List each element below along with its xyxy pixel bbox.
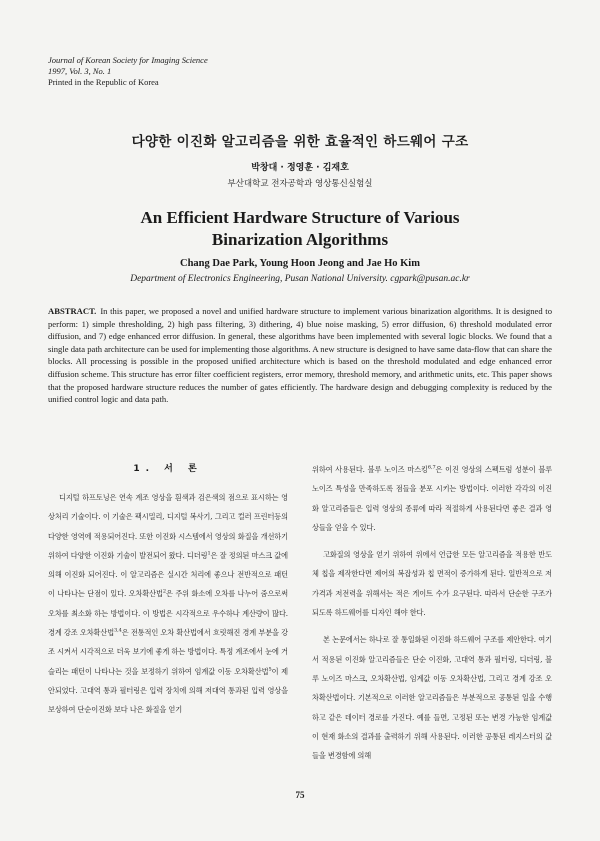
abstract xyxy=(48,305,552,406)
english-title-line-1: An Efficient Hardware Structure of Various xyxy=(140,208,460,227)
body-text: 위하여 사용된다. 블루 노이즈 마스킹 xyxy=(312,465,428,474)
journal-volume: 1997, Vol. 3, No. 1 xyxy=(48,66,112,76)
body-text: 이 제안되었다. 고대역 통과 필터링은 입력 장치에 의해 저대역 통과된 입력 영상을 보상하여 단순이진화 보다 나은 화질을 얻기 xyxy=(48,666,288,715)
abstract-label: ABSTRACT. xyxy=(48,306,97,316)
body-text: 디지털 하프토닝은 연속 계조 영상을 흰색과 검은색의 점으로 표시하는 영상처리 기술이다. 이 기술은 팩시밀리, 디지털 복사기, 그리고 컬러 프린터등의 다양한 영역에 적용되어진다. 또한 이진화 시스템에서 영상의 화질을 개선하기 위하여 다양한 이진화 기술이 발전되어 왔다. 디더링 xyxy=(48,493,288,560)
english-title-line-2: Binarization Algorithms xyxy=(211,230,389,249)
journal-header xyxy=(48,55,208,88)
body-text: 은 이진 영상의 스펙트럼 성분이 블루 노이즈 특성을 만족하도록 점들을 분포 시키는 방법이다. 이러한 각각의 이진화 알고리즘들은 입력 영상의 종류에 따라 적절하게 사용된다면 좋은 결과 영상들을 얻을 수 있다. xyxy=(312,465,553,532)
citation: 2 xyxy=(162,589,166,596)
body-text: 은 잘 정의된 마스크 값에 의해 이진화 되어진다. 이 알고리즘은 실시간 처리에 좋으나 전반적으로 패턴이 나타나는 단점이 있다. 오차확산법 xyxy=(48,550,288,599)
citation: 5 xyxy=(268,666,272,673)
korean-authors: 박창대 · 정영훈 · 김재호 xyxy=(251,163,349,173)
citation: 3,4 xyxy=(114,627,122,634)
body-text: 은 전통적인 오차 확산법에서 흐릿해진 경계 부분을 강조 시켜서 시각적으로 더욱 보기에 좋게 하는 방법이다. 특정 계조에서 눈에 거슬리는 패턴이 나타나는 것을 보정하기 위하여 임계값 이동 오차확산법 xyxy=(48,628,288,676)
abstract-text: In this paper, we proposed a novel and unified hardware structure to implement various binarization algorithms. It is designed to perform: 1) simple thresholding, 2) high pass filtering, 3) dithering, 4) blue noise masking, 5) error diffusion, 6) threshold modulated error diffusion, and 7) edge enhanced error diffusion. In general, these algorithms have been implemented with several logic blocks. We found that a single data path architecture can be used for implementing those algorithms. A new structure is designed to have same data-flow that can share the blocks. All processing is possible in the proposed unified architecture which is based on the threshold modulated and edge enhanced error diffusion scheme. This structure has error filter coefficient registers, error memory, threshold memory, and arithmetic units, etc. This paper shows that the proposed hardware structure reduces the number of gates efficiently. The hardware design and debugging complexity is reduced by the unified control logic and data path. xyxy=(48,306,552,405)
body-paragraph xyxy=(48,488,288,720)
korean-title: 다양한 이진화 알고리즘을 위한 효율적인 하드웨어 구조 xyxy=(131,134,469,150)
body-paragraph: 본 논문에서는 하나로 잘 통일화된 이진화 하드웨어 구조를 제안한다. 여기서 적용된 이진화 알고리즘들은 단순 이진화, 고대역 통과 필터링, 디더링, 블루 노이즈 마스크, 오차확산법, 임계값 이동 오차확산법, 그리고 경계 강조 오차확산법이다. 기본적으로 이러한 알고리즘들은 부분적으로 공통된 일을 수행하고 같은 데이터 경로를 가진다. 예를 들면, 고정된 또는 변경 가능한 임계값이 현재 화소의 결과를 출력하기 위해 사용된다. 이러한 공통된 레지스터의 값들을 변경함에 의해 xyxy=(312,635,552,761)
journal-name: Journal of Korean Society for Imaging Science xyxy=(48,55,208,65)
citation: 6,7 xyxy=(427,464,436,471)
english-authors: Chang Dae Park, Young Hoon Jeong and Jae Ho Kim xyxy=(180,258,420,269)
english-affiliation: Department of Electronics Engineering, Pusan National University. cgpark@pusan.ac.kr xyxy=(130,274,470,284)
body-paragraph: 고화질의 영상을 얻기 위하여 위에서 언급한 모든 알고리즘을 적용한 반도체 칩을 제작한다면 제어의 복잡성과 칩 면적이 증가하게 된다. 일반적으로 저가격과 저전력을 위해서는 적은 게이트 수가 요구된다. 따라서 단순한 구조가 되도록 하드웨어를 디자인 해야 한다. xyxy=(312,550,552,618)
body-column-right xyxy=(312,460,552,765)
korean-affiliation: 부산대학교 전자공학과 영상통신실험실 xyxy=(227,179,373,189)
printed-note: Printed in the Republic of Korea xyxy=(48,77,159,87)
body-paragraph xyxy=(312,460,552,537)
body-text: 은 주위 화소에 오차를 나누어 줌으로써 오차를 최소화 하는 방법이다. 이 방법은 시각적으로 우수하나 계산량이 많다. 경계 강조 오차확산법 xyxy=(48,589,288,638)
page-number: 75 xyxy=(295,790,305,800)
section-heading: 1. 서 론 xyxy=(133,464,203,474)
citation: 1 xyxy=(207,550,211,557)
body-column-left xyxy=(48,462,288,720)
english-title xyxy=(0,207,600,251)
